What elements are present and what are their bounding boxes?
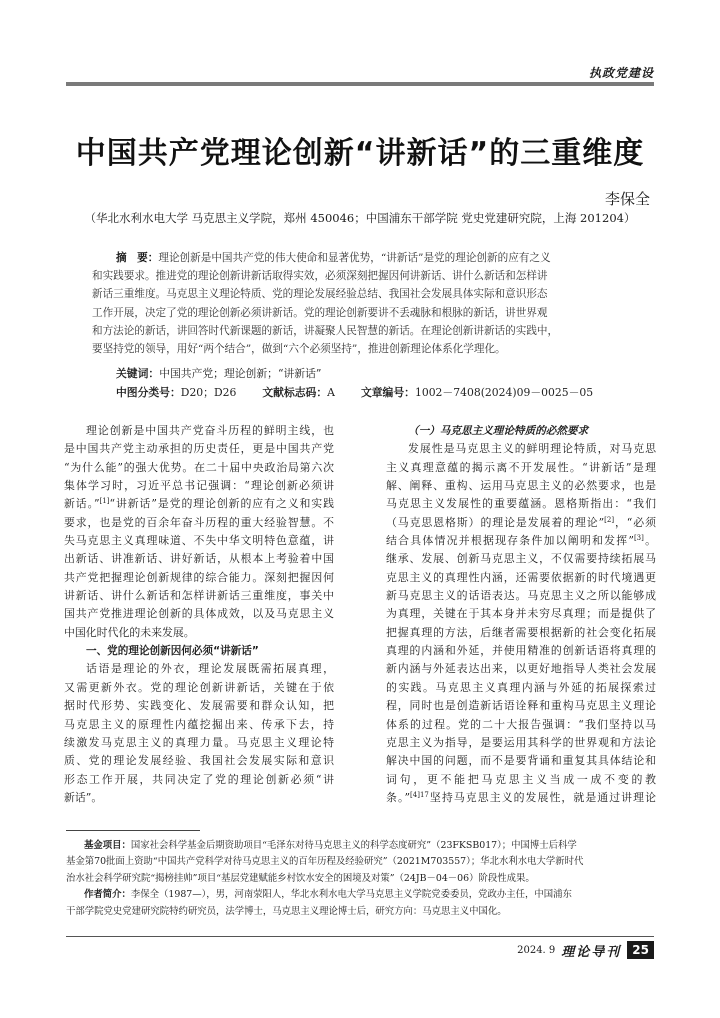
paragraph-line: [64, 587, 334, 605]
doc-code-label: 文献标志码：: [262, 386, 328, 399]
author-bio-label: 作者简介：: [84, 889, 131, 901]
footnotes: [66, 838, 656, 920]
line-text: 为真理，关键在于其本身并未穷尽真理；而是提供了: [386, 607, 656, 621]
paragraph-line: [64, 514, 334, 532]
paragraph-line: [64, 532, 334, 550]
footer-rule: [66, 936, 654, 937]
paragraph-line: [64, 459, 334, 477]
abstract-text: 和方法论的新话，讲回答时代新课题的新话，讲凝聚人民智慧的新话。在理论创新讲新话的实践中，: [92, 324, 559, 337]
abstract-text: 理论创新是中国共产党的伟大使命和显著优势，“讲新话”是党的理论创新的应有之义: [158, 252, 551, 264]
article-no-label: 文章编号：: [360, 386, 415, 399]
line-text: 条。”: [386, 790, 411, 804]
footnote-rule: [66, 830, 200, 831]
paragraph-line: [64, 422, 334, 440]
fund-text: 基金第70批面上资助“中国共产党科学对待马克思主义的百年历程及经验研究”（2021M703557）；华北水利水电大学新时代: [66, 856, 584, 868]
section-tag: 执政党建设: [588, 66, 654, 80]
line-text: 主义真理意蕴的揭示离不开发展性。“讲新话”是理: [386, 460, 656, 474]
line-text: 国共产党推进理论创新的具体成效，以及马克思主义: [64, 607, 334, 621]
paragraph-line: [386, 605, 656, 623]
paragraph-line: [386, 752, 656, 770]
paragraph-line: [64, 679, 334, 697]
line-text: 据时代形势、实践变化、发展需要和群众认知，把: [64, 699, 334, 713]
paragraph-line: [386, 569, 656, 587]
abstract-text: 和实践要求。推进党的理论创新讲新话取得实效，必须深刻把握因何讲新话、讲什么新话和怎样讲: [92, 270, 548, 283]
paragraph-line: [64, 624, 334, 642]
line-text: 程，同时也是创造新话语诠释和重构马克思主义理论: [386, 699, 656, 713]
journal-name: 理论导刊: [561, 944, 622, 960]
fund-label: 基金项目：: [84, 840, 131, 851]
paragraph-line: [386, 477, 656, 495]
paragraph-line: [64, 752, 334, 770]
paragraph-line: [64, 477, 334, 495]
clc-value: D20；D26: [180, 386, 237, 399]
paragraph-line: [386, 716, 656, 734]
line-text: 形态工作开展，共同决定了党的理论创新必须“讲: [64, 772, 334, 786]
line-text: 真理的内涵和外延，并使用精准的创新话语将真理的: [386, 644, 656, 658]
paragraph-line: [64, 605, 334, 623]
fund-line: [66, 854, 656, 870]
abstract-line: [92, 267, 640, 285]
citation-ref: [1]: [99, 497, 110, 506]
paragraph-line: [386, 771, 656, 789]
line-text: 中国化时代化的未来发展。: [64, 625, 195, 639]
paragraph-line: [64, 771, 334, 789]
line-text: 结合具体情况并根据现存条件加以阐明和发挥”: [386, 534, 634, 548]
paragraph-line: [386, 624, 656, 642]
author-bio-line: [66, 904, 656, 920]
issue-date: 2024. 9: [517, 944, 556, 956]
body-column-right: [386, 422, 656, 807]
abstract-line: [92, 340, 640, 358]
paragraph-line: [386, 514, 656, 532]
keywords-label: 关键词：: [116, 367, 160, 380]
paragraph-line: [386, 789, 656, 807]
paragraph-line: [386, 550, 656, 568]
subsection-heading: （一）马克思主义理论特质的必然要求: [408, 425, 589, 437]
abstract-text: 要坚持党的领导，用好“两个结合”，做到“六个必须坚持”，推进创新理论体系化学理化。: [92, 342, 506, 355]
line-text: 讲新话、讲什么新话和怎样讲新话三重维度，事关中: [64, 589, 334, 603]
author-affiliation: （华北水利水电大学 马克思主义学院，郑州 450046；中国浦东干部学院 党史党建研究院，上海 201204）: [84, 211, 636, 225]
paragraph-line: [386, 495, 656, 513]
line-text: 克思主义为指导，是要运用其科学的世界观和方法论: [386, 735, 656, 749]
classification-line: [116, 385, 593, 400]
line-text: 马克思主义发展性的重要蕴涵。恩格斯指出：“我们: [386, 497, 656, 511]
line-text: 克思主义的真理性内涵，还需要依据新的时代境遇更: [386, 570, 656, 584]
page-number: 25: [627, 941, 654, 959]
article-title: 中国共产党理论创新“讲新话”的三重维度: [75, 136, 645, 171]
line-text: 解决中国的问题，而不是要背诵和重复其具体结论和: [386, 754, 656, 768]
citation-ref: [4]17: [410, 790, 429, 799]
keywords: [116, 366, 321, 381]
paragraph-line: [386, 734, 656, 752]
abstract-line: [92, 285, 640, 303]
line-text: 失马克思主义真理味道、不失中华文明特色意蕴，讲: [64, 534, 334, 548]
author-bio-text: 李保全（1987—），男，河南荥阳人，华北水利水电大学马克思主义学院党委委员，党政办主任，中国浦东: [130, 889, 572, 901]
line-text: 又需更新外衣。党的理论创新讲新话，关键在于依: [64, 680, 334, 694]
paragraph-line: [386, 679, 656, 697]
line-text: 词句，更不能把马克思主义当成一成不变的教: [386, 772, 656, 786]
clc-label: 中图分类号：: [116, 386, 181, 399]
paragraph-line: [64, 789, 334, 807]
abstract-text: 工作开展，决定了党的理论创新必须讲新话。党的理论创新要讲不丢魂脉和根脉的新话，讲世界观: [92, 306, 548, 319]
line-text: 集体学习时，习近平总书记强调：“理论创新必须讲: [64, 479, 334, 493]
abstract: [92, 249, 640, 358]
paragraph-line: [64, 440, 334, 458]
author-bio-line: [66, 887, 656, 903]
paragraph-line: [386, 587, 656, 605]
paragraph-line: [386, 459, 656, 477]
header-rule: [66, 82, 654, 86]
page-footer: [517, 940, 654, 960]
paragraph-line: [386, 532, 656, 550]
author-bio-text: 干部学院党史党建研究院特约研究员，法学博士，马克思主义理论博士后，研究方向：马克思主义中国化。: [66, 905, 507, 917]
paragraph-line: [64, 569, 334, 587]
line-text-cont: “讲新话”是党的理论创新的应有之义和实践: [109, 497, 334, 511]
paragraph-line: [386, 440, 656, 458]
line-text: 理论创新是中国共产党奋斗历程的鲜明主线，也: [86, 424, 334, 437]
paragraph-line: [64, 660, 334, 678]
line-text: “为什么能”的强大优势。在二十届中央政治局第六次: [64, 460, 334, 474]
line-text: （马克思恩格斯）的理论是发展着的理论”: [386, 515, 605, 529]
abstract-line: [92, 304, 640, 322]
doc-code-value: A: [327, 386, 335, 399]
line-text: 解、阐释、重构、运用马克思主义的必然要求，也是: [386, 479, 656, 493]
line-text: 发展性是马克思主义的鲜明理论特质，对马克思: [408, 442, 656, 456]
fund-text: 国家社会科学基金后期资助项目“毛泽东对待马克思主义的科学态度研究”（23FKSB017）；中国博士后科学: [130, 840, 577, 851]
paragraph-line: [64, 550, 334, 568]
citation-ref: [2]: [604, 515, 615, 524]
paragraph-line: [386, 697, 656, 715]
fund-line: [66, 838, 656, 854]
line-text-cont: 。: [643, 534, 656, 548]
fund-line: [66, 871, 656, 887]
paragraph-line: [64, 495, 334, 513]
paragraph-line: [386, 642, 656, 660]
paragraph-line: [386, 660, 656, 678]
abstract-line: [92, 322, 640, 340]
abstract-text: 新话三重维度。马克思主义理论特质、党的理论发展经验总结、我国社会发展具体实际和意识形态: [92, 288, 548, 301]
line-text: 新内涵与外延表达出来，以更好地指导人类社会发展: [386, 662, 656, 676]
line-text: 把握真理的方法，后继者需要根据新的社会变化拓展: [386, 625, 656, 639]
line-text: 的实践。马克思主义真理内涵与外延的拓展探索过: [386, 680, 656, 694]
line-text: 要求，也是党的百余年奋斗历程的重大经验智慧。不: [64, 515, 334, 529]
paragraph-line: [64, 697, 334, 715]
line-text-cont: ，“必须: [614, 515, 656, 529]
line-text: 话语是理论的外衣，理论发展既需拓展真理，: [86, 662, 334, 676]
line-text-cont: 坚持马克思主义的发展性，就是通过讲理论: [428, 790, 656, 804]
paragraph-line: [64, 734, 334, 752]
fund-text: 治水社会科学研究院“揭榜挂帅”项目“基层党建赋能乡村饮水安全的困境及对策”（24JB－04－06）阶段性成果。: [66, 872, 535, 884]
abstract-line: [92, 249, 640, 267]
line-text: 质、党的理论发展经验、我国社会发展实际和意识: [64, 754, 334, 768]
line-text: 体系的过程。党的二十大报告强调：“我们坚持以马: [386, 717, 656, 731]
line-text: 马克思主义的原理性内蕴挖掘出来、传承下去，持: [64, 717, 334, 731]
line-text: 新话。”: [64, 497, 100, 511]
abstract-label: 摘 要：: [116, 252, 159, 264]
line-text: 新马克思主义的话语表达。马克思主义之所以能够成: [386, 589, 656, 603]
keywords-value: 中国共产党；理论创新；“讲新话”: [159, 367, 322, 380]
line-text: 出新话、讲准新话、讲好新话，从根本上考验着中国: [64, 552, 334, 566]
body-column-left: [64, 422, 334, 807]
article-no-value: 1002－7408(2024)09－0025－05: [414, 386, 594, 399]
line-text: 共产党把握理论创新规律的综合能力。深刻把握因何: [64, 570, 334, 584]
line-text: 新话”。: [64, 790, 103, 804]
line-text: 是中国共产党主动承担的历史责任，更是中国共产党: [64, 442, 334, 456]
paragraph-line: [64, 716, 334, 734]
section-heading: 一、党的理论创新因何必须“讲新话”: [86, 645, 259, 658]
line-text: 续激发马克思主义的真理力量。马克思主义理论特: [64, 735, 334, 749]
author-name: 李保全: [604, 190, 650, 208]
line-text: 继承、发展、创新马克思主义，不仅需要持续拓展马: [386, 552, 656, 566]
citation-ref: [3]: [633, 534, 644, 543]
